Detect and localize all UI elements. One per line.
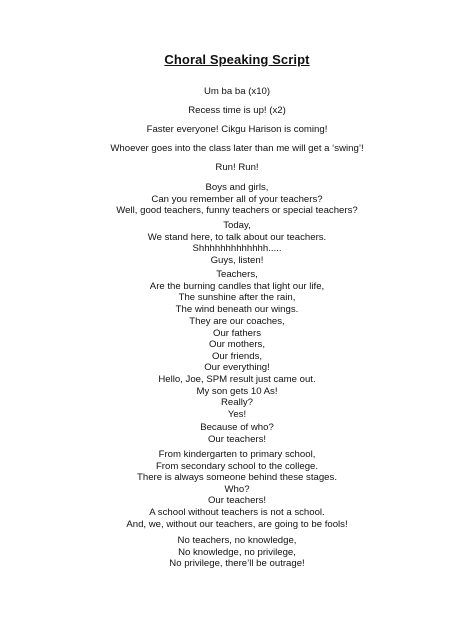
text-line: Because of who? [200,422,274,433]
stanza-4 [0,143,474,155]
stanza-3 [0,124,474,136]
text-line: The wind beneath our wings. [175,303,299,315]
text-line: They are our coaches, [189,316,285,327]
text-line: A school without teachers is not a school. [149,507,325,518]
stanza-10 [0,374,474,420]
text-line: Faster everyone! Cikgu Harison is coming! [146,124,328,135]
stanza-6 [0,182,474,217]
text-line: The sunshine after the rain, [178,292,296,303]
text-line: Can you remember all of your teachers? [151,193,323,205]
text-line: Guys, listen! [210,254,264,266]
text-line: There is always someone behind these stages. [137,472,337,483]
text-line: Shhhhhhhhhhhhh..... [192,243,282,254]
text-line: From secondary school to the college. [155,460,319,472]
text-line: Today, [223,220,251,231]
stanza-11 [0,422,474,445]
text-line: And, we, without our teachers, are going to be fools! [126,518,348,530]
stanza-9 [0,316,474,374]
text-line: Our everything! [204,362,270,373]
stanza-14 [0,535,474,570]
text-line: Our teachers! [207,495,267,506]
text-line: No knowledge, no privilege, [178,546,296,558]
stanza-13 [0,507,474,530]
text-line: Teachers, [216,269,258,280]
stanza-8 [0,269,474,315]
text-line: Whoever goes into the class later than me will get a ‘swing’! [110,143,364,154]
text-line: Recess time is up! (x2) [188,105,286,116]
text-line: Hello, Joe, SPM result just came out. [158,374,316,385]
text-line: We stand here, to talk about our teachers. [147,231,327,243]
text-line: Who? [224,483,250,495]
text-line: Well, good teachers, funny teachers or special teachers? [116,205,358,216]
text-line: Our fathers [213,327,261,339]
text-line: From kindergarten to primary school, [158,449,316,460]
text-line: Run! Run! [215,162,259,173]
stanza-5 [0,162,474,174]
text-line: Our friends, [211,350,263,362]
stanza-1 [0,86,474,98]
stanza-7 [0,220,474,266]
text-line: No teachers, no knowledge, [177,535,297,546]
text-line: No privilege, there’ll be outrage! [169,558,305,569]
stanza-12 [0,449,474,507]
text-line: Our teachers! [207,433,267,445]
text-line: Our mothers, [209,339,265,350]
text-line: My son gets 10 As! [196,385,278,397]
text-line: Yes! [227,408,247,420]
page-title: Choral Speaking Script [164,52,310,67]
text-line: Boys and girls, [205,182,269,193]
text-line: Really? [221,397,253,408]
text-line: Are the burning candles that light our life, [149,280,325,292]
text-line: Um ba ba (x10) [203,86,271,97]
stanza-2 [0,105,474,117]
